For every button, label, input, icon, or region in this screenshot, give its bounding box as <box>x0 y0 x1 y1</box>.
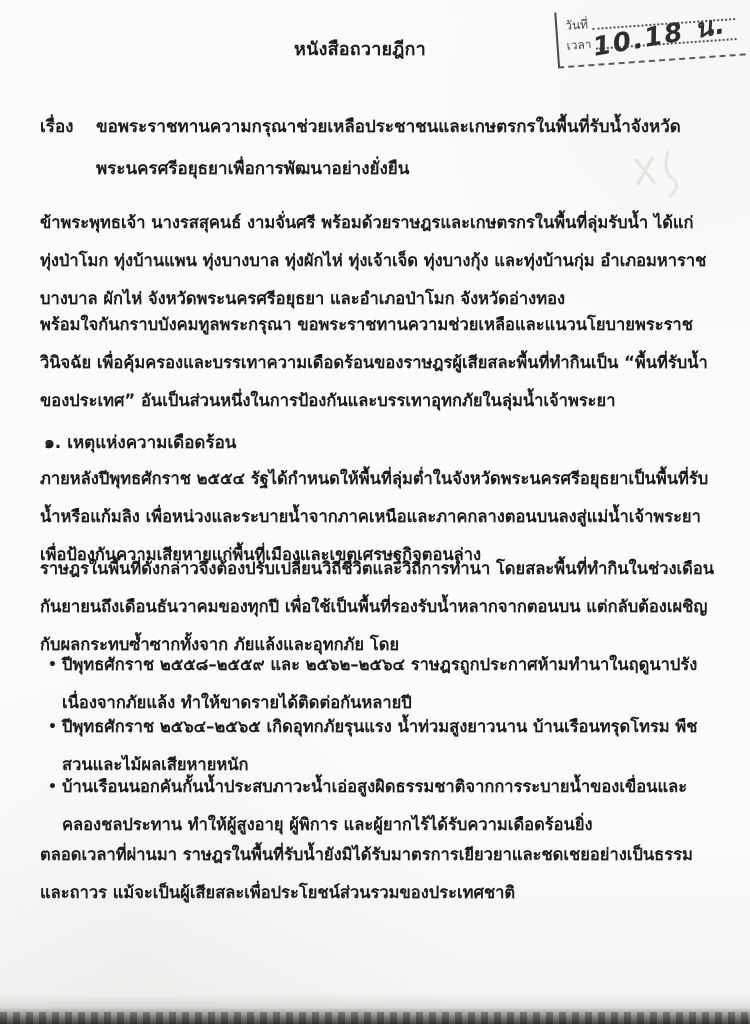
subject-line-2: พระนครศรีอยุธยาเพื่อการพัฒนาอย่างยั่งยืน <box>96 159 410 179</box>
bullet-houses-outside-dike <box>48 768 716 844</box>
stamp-date-label: วันที่ <box>564 17 589 33</box>
section-1-heading: ๑. เหตุแห่งความเดือดร้อน <box>44 433 237 453</box>
stamp-time-label: เวลา <box>566 37 592 53</box>
document-title: หนังสือถวายฎีกา <box>294 39 426 60</box>
subject-block <box>40 106 716 190</box>
subject-text <box>96 106 716 190</box>
bullet-icon: • <box>48 719 57 735</box>
paragraph-royal-request: พร้อมใจกันกราบบังคมทูลพระกรุณา ขอพระราชทานความช่วยเหลือและแนวนโยบายพระราชวินิจฉัย เพื่อคุ้มครองและบรรเทาความเดือดร้อนของราษฎรผู้เสียสละพื้นที่ทำกินเป็น “พื้นที่รับน้ำของประเทศ” อันเป็นส่วนหนึ่งในการป้องกันและบรรเทาอุทกภัยในลุ่มน้ำเจ้าพระยา <box>40 315 708 410</box>
bullet-text: ปีพุทธศักราช ๒๕๖๔–๒๕๖๕ เกิดอุทกภัยรุนแรง น้ำท่วมสูงยาวนาน บ้านเรือนทรุดโทรม พืชสวนและไม้ผลเสียหายหนัก <box>62 717 698 774</box>
scan-shadow-bottom-edge <box>0 994 750 1024</box>
paragraph-lifestyle-change: ราษฎรในพื้นที่ดังกล่าวจึงต้องปรับเปลี่ยนวิถีชีวิตและวิถีการทำนา โดยสละพื้นที่ทำกินในช่วงเดือนกันยายนถึงเดือนธันวาคมของทุกปี เพื่อใช้เป็นพื้นที่รองรับน้ำหลากจากตอนบน แต่กลับต้องเผชิญกับผลกระทบซ้ำซากทั้งจาก ภัยแล้งและอุทกภัย โดย <box>40 559 715 654</box>
subject-label: เรื่อง <box>40 117 74 137</box>
bullet-text: บ้านเรือนนอกคันกั้นน้ำประสบภาวะน้ำเอ่อสูงผิดธรรมชาติจากการระบายน้ำของเขื่อนและคลองชลประทาน ทำให้ผู้สูงอายุ ผู้พิการ และผู้ยากไร้ได้รับความเดือดร้อนยิ่ง <box>62 777 688 834</box>
pencil-scribble-mark <box>628 138 700 206</box>
subject-line-1: ขอพระราชทานความกรุณาช่วยเหลือประชาชนและเกษตรกรในพื้นที่รับน้ำจังหวัด <box>96 117 681 137</box>
bullet-text: ปีพุทธศักราช ๒๕๕๘–๒๕๕๙ และ ๒๕๖๒–๒๕๖๔ ราษฎรถูกประกาศห้ามทำนาในฤดูนาปรังเนื่องจากภัยแล้ง ทำให้ขาดรายได้ติดต่อกันหลายปี <box>62 655 698 712</box>
bullet-icon: • <box>48 779 57 795</box>
stamp-handwritten-time: 10.18 น. <box>590 9 729 63</box>
paragraph-petitioners: ข้าพระพุทธเจ้า นางรสสุคนธ์ งามจั่นศรี พร้อมด้วยราษฎรและเกษตรกรในพื้นที่ลุ่มรับน้ำ ได้แก่ ทุ่งป่าโมก ทุ่งบ้านแพน ทุ่งบางบาล ทุ่งผักไห่ ทุ่งเจ้าเจ็ด ทุ่งบางกุ้ง และทุ่งบ้านกุ่ม อำเภอมหาราช บางบาล ผักไห่ จังหวัดพระนครศรีอยุธยา และอำเภอป่าโมก จังหวัดอ่างทอง <box>40 213 707 308</box>
paragraph-flood-retention-policy: ภายหลังปีพุทธศักราช ๒๕๕๔ รัฐได้กำหนดให้พื้นที่ลุ่มต่ำในจังหวัดพระนครศรีอยุธยาเป็นพื้นที่รับน้ำหรือแก้มลิง เพื่อหน่วงและระบายน้ำจากภาคเหนือและภาคกลางตอนบนลงสู่แม่น้ำเจ้าพระยา เพื่อป้องกันความเสียหายแก่พื้นที่เมืองและเขตเศรษฐกิจตอนล่าง <box>40 469 709 564</box>
bullet-icon: • <box>48 657 57 673</box>
paragraph-no-fair-compensation: ตลอดเวลาที่ผ่านมา ราษฎรในพื้นที่รับน้ำยังมิได้รับมาตรการเยียวยาและชดเชยอย่างเป็นธรรมและถาวร แม้จะเป็นผู้เสียสละเพื่อประโยชน์ส่วนรวมของประเทศชาติ <box>40 845 693 902</box>
